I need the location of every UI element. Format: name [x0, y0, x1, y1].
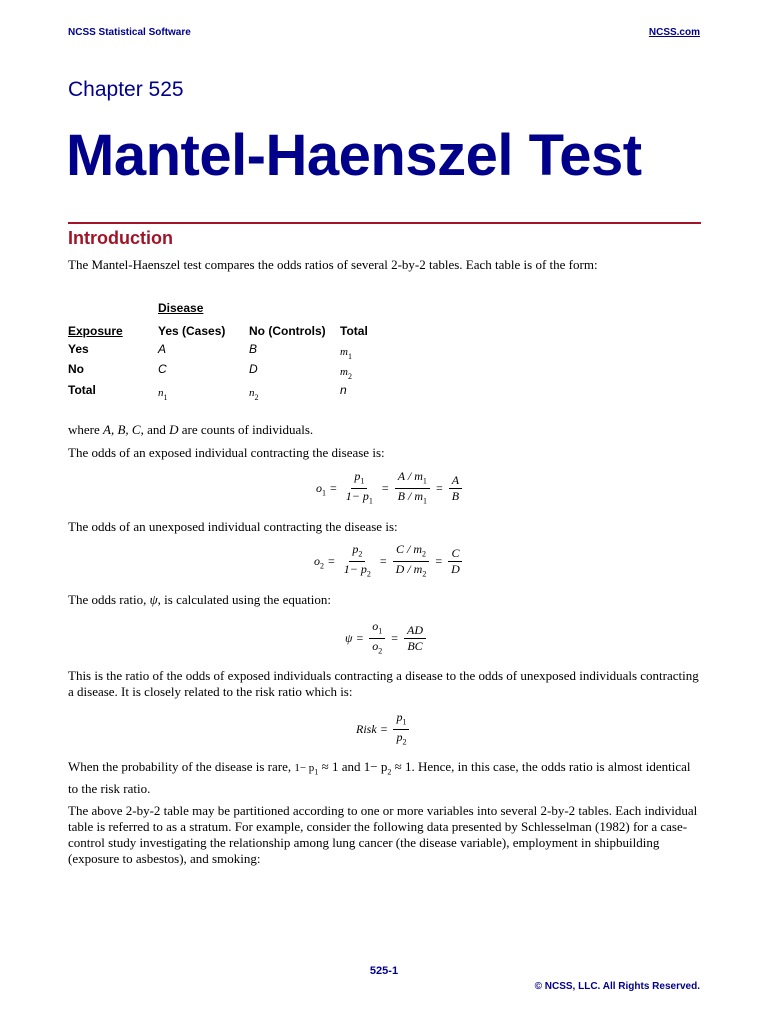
exposed-paragraph: The odds of an exposed individual contracting the disease is: [68, 445, 385, 460]
header-left: NCSS Statistical Software [68, 27, 191, 38]
header-link[interactable]: NCSS.com [648, 27, 700, 38]
section-rule [68, 222, 701, 224]
table-cell: $n_2$ [249, 387, 259, 403]
risk-intro-paragraph: This is the ratio of the odds of exposed individuals contracting a disease to the odds of unexposed individuals contracting a disease. It is closely related to the risk ratio which is: [68, 668, 699, 699]
equation-o1: $o_1$ = $\frac{p_1}{1- p_1}$ = $\frac{A / m_1}{B / m_1}$ = $\frac{A}{B}$ [316, 470, 464, 508]
table-cell: n [340, 383, 347, 397]
equation-psi: ψ = $\frac{o_1}{o_2}$ = $\frac{AD}{BC}$ [345, 620, 428, 658]
table-row-label: No [68, 362, 84, 376]
equation-risk: Risk = $\frac{p_1}{p_2}$ [356, 711, 411, 749]
section-heading: Introduction [68, 228, 173, 248]
table-cell: $n_1$ [158, 387, 168, 403]
table-header-exposure: Exposure [68, 324, 123, 338]
table-cell: A [158, 342, 167, 356]
chapter-label: Chapter 525 [68, 78, 184, 101]
intro-paragraph: The Mantel-Haenszel test compares the odds ratios of several 2-by-2 tables. Each table is of the form: [68, 257, 598, 272]
table-header-total: Total [340, 324, 368, 338]
table-header-yes: Yes (Cases) [158, 324, 226, 338]
odds-ratio-paragraph: The odds ratio, ψ, is calculated using the equation: [68, 592, 331, 607]
table-cell: D [249, 362, 258, 376]
page-number: 525-1 [369, 965, 399, 977]
equation-o2: $o_2$ = $\frac{p_2}{1- p_2}$ = $\frac{C / m_2}{D / m_2}$ = $\frac{C}{D}$ [314, 543, 465, 581]
partition-paragraph: The above 2-by-2 table may be partitioned according to one or more variables into several 2-by-2 tables. Each individual table is referred to as a stratum. For example, consider the following data presented by Schlesselman (1982) for a case-control study investigating the relationship among lung cancer (the disease variable), employment in shipbuilding (exposure to asbestos), and smoking: [68, 803, 698, 866]
table-cell: $m_1$ [340, 346, 352, 362]
table-row-label: Yes [68, 342, 89, 356]
where-paragraph: where A, B, C, and D are counts of individuals. [68, 422, 314, 437]
table-group-header: Disease [158, 301, 204, 315]
copyright: © NCSS, LLC. All Rights Reserved. [534, 981, 700, 992]
table-cell: $m_2$ [340, 366, 352, 382]
page-title: Mantel-Haenszel Test [66, 123, 642, 188]
rare-paragraph: When the probability of the disease is rare, $1- p_1 \approx 1$ and $1- p_2 \approx 1$. Hence, in this case, the odds ratio is almost identical to the risk ratio. [68, 759, 691, 796]
unexposed-paragraph: The odds of an unexposed individual contracting the disease is: [68, 519, 398, 534]
table-row-label: Total [68, 383, 96, 397]
table-cell: B [249, 342, 258, 356]
table-cell: C [158, 362, 167, 376]
table-header-no: No (Controls) [249, 324, 326, 338]
